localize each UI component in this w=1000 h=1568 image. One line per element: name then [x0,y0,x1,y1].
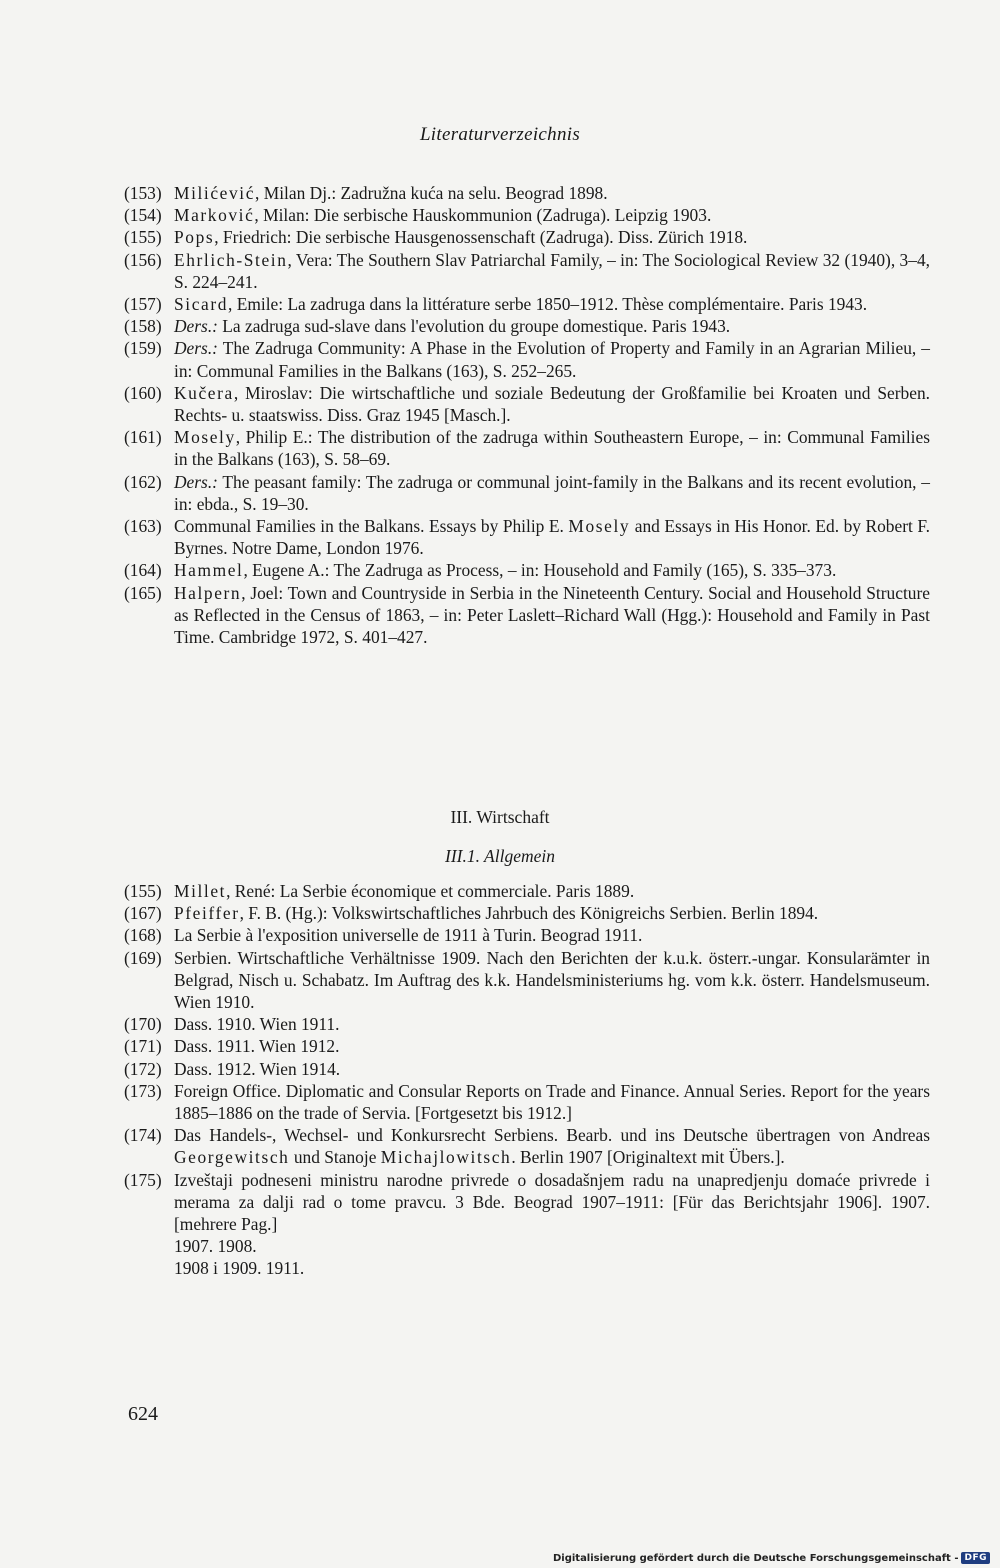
bibliography-entry [124,471,930,515]
bibliography-entry [124,249,930,293]
entry-text [174,249,930,293]
entry-number: (164) [124,560,162,581]
entry-number: (163) [124,516,162,537]
entry-number: (160) [124,382,162,403]
entry-text-part: , Vera: The Southern Slav Patriarchal Family, – in: The Sociological Review 32 (1940), 3–4, S. 224–241. [174,249,930,292]
bibliography-entry [124,1013,930,1035]
entry-text [174,1058,930,1080]
entry-text [174,1124,930,1168]
entry-author: Ehrlich-Stein [174,249,288,270]
bibliography-entry [124,515,930,559]
entry-text-part: Foreign Office. Diplomatic and Consular Reports on Trade and Finance. Annual Series. Report for the years 1885–1886 on the trade of Servia. [Fortgesetzt bis 1912.] [174,1080,930,1124]
entry-text-part: , Joel: Town and Countryside in Serbia in the Nineteenth Century. Social and Household Structure as Reflected in the Census of 1863, – in: Peter Laslett–Richard Wall (Hgg.): Household and Family in Past Time. Cambridge 1972, S. 401–427. [174,582,930,648]
entry-text [174,226,930,248]
digitization-footer [553,1552,990,1564]
entry-number: (161) [124,427,162,448]
entry-text-part: , Friedrich: Die serbische Hausgenossenschaft (Zadruga). Diss. Zürich 1918. [214,227,748,248]
dfg-logo: DFG [961,1552,990,1564]
entry-text [174,880,930,902]
entry-author: Milićević [174,183,256,203]
page-number: 624 [128,1403,158,1425]
entry-number: (170) [124,1014,162,1035]
entry-author: Mosely [174,427,236,448]
entry-author: Pops [174,227,215,248]
entry-number: (156) [124,249,162,270]
entry-ders: Ders.: [174,338,218,359]
bibliography-entry [124,426,930,470]
bibliography-entry [124,1080,930,1124]
entry-text [174,559,930,581]
continuation-line: 1908 i 1909. 1911. [174,1258,305,1279]
entry-text [174,924,930,946]
entry-text [174,947,930,1014]
entry-text-part: Dass. 1910. Wien 1911. [174,1014,340,1035]
entry-number: (159) [124,338,162,359]
entry-text-part: The peasant family: The zadruga or communal joint-family in the Balkans and its recent evolution, – in: ebda., S. 19–30. [174,471,930,514]
bibliography-entry [124,1058,930,1080]
entry-number: (155) [124,227,162,248]
entry-text-part: Communal Families in the Balkans. Essays by Philip E. [174,516,569,537]
entry-author: Millet [174,881,227,901]
entry-text [174,1080,930,1124]
entry-text [174,902,930,924]
running-header: Literaturverzeichnis [419,124,581,145]
entry-text [174,471,930,515]
entry-text-part: , F. B. (Hg.): Volkswirtschaftliches Jahrbuch des Königreichs Serbien. Berlin 1894. [239,903,819,924]
entry-author: Sicard [174,294,229,315]
bibliography-list-b [124,880,930,1280]
entry-number: (168) [124,925,162,946]
entry-number: (165) [124,582,162,603]
bibliography-entry [124,947,930,1014]
entry-text-part: . Berlin 1907 [Originaltext mit Übers.]. [511,1147,785,1168]
bibliography-entry [124,204,930,226]
entry-text-part: La zadruga sud-slave dans l'evolution du groupe domestique. Paris 1943. [217,316,731,337]
bibliography-entry [124,1169,930,1236]
entry-text [174,337,930,381]
entry-number: (175) [124,1169,162,1190]
bibliography-entry [124,1124,930,1168]
entry-text [174,204,930,226]
bibliography-entry [124,337,930,381]
entry-ders: Ders.: [174,316,218,337]
entry-number: (153) [124,183,162,203]
entry-number: (154) [124,205,162,226]
entry-text [174,426,930,470]
subsection-title: III.1. Allgemein [445,846,555,866]
entry-number: (167) [124,903,162,924]
entry-text-part: , Milan Dj.: Zadružna kuća na selu. Beograd 1898. [255,183,608,203]
entry-text [174,293,930,315]
bibliography-entry [124,315,930,337]
entry-text-part: , Miroslav: Die wirtschaftliche und soziale Bedeutung der Großfamilie bei Kroaten und Serben. Rechts- u. staatswiss. Diss. Graz 1945 [Masch.]. [174,382,930,426]
bibliography-entry [124,1035,930,1057]
entry-text-part: , Milan: Die serbische Hauskommunion (Zadruga). Leipzig 1903. [254,205,712,226]
entry-text-part: Dass. 1911. Wien 1912. [174,1036,340,1057]
entry-number: (162) [124,471,162,492]
bibliography-entry [124,293,930,315]
entry-text [174,182,930,204]
entry-text-part: , René: La Serbie économique et commerciale. Paris 1889. [226,881,635,901]
entry-text-part: Das Handels-, Wechsel- und Konkursrecht Serbiens. Bearb. und ins Deutsche übertragen von Andreas [174,1125,930,1146]
entry-number: (169) [124,947,162,968]
bibliography-entry [124,880,930,902]
entry-number: (174) [124,1125,162,1146]
bibliography-entry [124,924,930,946]
entry-author: Hammel [174,560,244,581]
entry-text [174,1169,930,1236]
entry-author: Georgewitsch [174,1147,290,1168]
entry-ders: Ders.: [174,471,218,492]
bibliography-entry [124,182,930,204]
section-title: III. Wirtschaft [450,807,550,827]
continuation-line: 1907. 1908. [174,1236,257,1257]
entry-text [174,382,930,426]
entry-number: (171) [124,1036,162,1057]
footer-text: Digitalisierung gefördert durch die Deutsche Forschungsgemeinschaft - [552,1552,959,1564]
entry-author: Kučera [174,382,234,403]
entry-text-part: La Serbie à l'exposition universelle de 1911 à Turin. Beograd 1911. [174,925,643,946]
entry-author: Halpern [174,582,242,603]
entry-text-part: The Zadruga Community: A Phase in the Evolution of Property and Family in an Agrarian Milieu, – in: Communal Families in the Balkans (163), S. 252–265. [174,338,930,381]
entry-text-part: , Eugene A.: The Zadruga as Process, – in: Household and Family (165), S. 335–373. [243,560,837,581]
bibliography-entry [124,902,930,924]
entry-author: Michajlowitsch [380,1147,512,1168]
entry-text-part: Dass. 1912. Wien 1914. [174,1058,341,1079]
bibliography-entry [124,559,930,581]
bibliography-entry [124,582,930,649]
bibliography-entry [124,226,930,248]
entry-number: (158) [124,316,162,337]
entry-text [174,582,930,649]
entry-text [174,515,930,559]
entry-text-part: and Essays in His Honor. Ed. by Robert F. Byrnes. Notre Dame, London 1976. [174,516,930,559]
bibliography-list-a [124,182,930,648]
entry-text-part: Serbien. Wirtschaftliche Verhältnisse 1909. Nach den Berichten der k.u.k. österr.-ungar. Konsularämter in Belgrad, Nisch u. Schabatz. Im Auftrag des k.k. Handelsministeriums hg. vom k.k. österr. Handelsmuseum. Wien 1910. [174,947,930,1013]
entry-text-part: Izveštaji podneseni ministru narodne privrede o dosadašnjem radu na unapredjenju domaće privrede i merama za dalji rad o tome pravcu. 3 Bde. Beograd 1907–1911: [Für das Berichtsjahr 1906]. 1907. [mehrere Pag.] [174,1169,930,1235]
entry-number: (173) [124,1080,162,1101]
bibliography-entry [124,382,930,426]
entry-author: Marković [174,205,255,226]
entry-number: (172) [124,1058,162,1079]
entry-number: (157) [124,294,162,315]
entry-text [174,1013,930,1035]
entry-author: Mosely [568,516,631,537]
entry-text [174,1035,930,1057]
entry-text-part: und Stanoje [289,1147,381,1168]
entry-number: (155) [124,881,162,901]
entry-text [174,315,930,337]
entry-author: Pfeiffer [174,903,240,924]
entry-text-part: , Philip E.: The distribution of the zadruga within Southeastern Europe, – in: Communal Families in the Balkans (163), S. 58–69. [174,427,930,470]
entry-text-part: , Emile: La zadruga dans la littérature serbe 1850–1912. Thèse complémentaire. Paris 1943. [228,294,868,315]
